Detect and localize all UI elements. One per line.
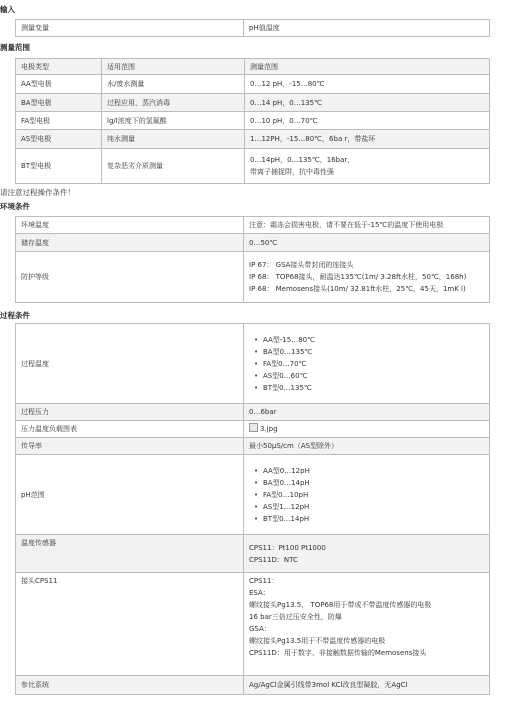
table-row (16, 217, 490, 234)
table-cell: 0…14 pH，0…135℃ (245, 94, 490, 112)
table-header-row (16, 59, 490, 75)
table-row (16, 234, 490, 252)
image-link[interactable]: 3.jpg (260, 425, 278, 433)
table-row (16, 455, 490, 535)
list-item: • BA型0…14pH (263, 477, 484, 489)
list-item: • AA型0…12pH (263, 465, 484, 477)
cell-line: IP 68： TOP68接头，耐温达135℃(1m/ 3.28ft水柱，50℃，168h) (249, 273, 467, 281)
table-row (16, 112, 490, 130)
table-row (16, 149, 490, 184)
cell-line: CPS11D：用于数字、非接触数据传输的Memosens接头 (249, 649, 427, 657)
table-row (16, 676, 490, 695)
column-header: 测量范围 (245, 59, 490, 75)
table-cell (244, 573, 490, 676)
table-cell: AS型电极 (16, 130, 102, 149)
table-row (16, 324, 490, 404)
table-cell: 过程温度 (16, 324, 244, 404)
table-row (16, 535, 490, 573)
table-row (16, 404, 490, 421)
table-row (16, 573, 490, 676)
table-cell: 0…50℃ (244, 234, 490, 252)
table-cell: 储存温度 (16, 234, 244, 252)
cell-line: 0…14pH，0…135℃，16bar， (250, 156, 355, 164)
list-item: • BT型0…135℃ (263, 382, 484, 394)
list-item: • AA型-15…80℃ (263, 334, 484, 346)
cell-line: 带离子捕捉阱，抗中毒性强 (250, 168, 334, 176)
table-cell: 过程压力 (16, 404, 244, 421)
column-header: 适用范围 (102, 59, 245, 75)
cell-line: CPS11： (249, 577, 279, 585)
cell-line: 16 bar三倍过压安全性，防爆 (249, 613, 342, 621)
table-cell: BA型电极 (16, 94, 102, 112)
table-cell: 接头CPS11 (16, 573, 244, 676)
table-cell: 参比系统 (16, 676, 244, 695)
process-heading: 过程条件 (0, 311, 30, 320)
cell-line: 螺纹接头Pg13.5用于不带温度传感器的电极 (249, 637, 386, 645)
list-item: • AS型0…60℃ (263, 370, 484, 382)
process-note: 请注意过程操作条件！ (0, 188, 75, 197)
table-cell (244, 324, 490, 404)
table-row (16, 130, 490, 149)
table-cell (245, 149, 490, 184)
table-row (16, 94, 490, 112)
cell-line: GSA： (249, 625, 271, 633)
input-table (15, 19, 490, 37)
range-heading: 测量范围 (0, 43, 30, 52)
table-cell: pH范围 (16, 455, 244, 535)
list-item: • AS型1…12pH (263, 501, 484, 513)
cell-line: 螺纹接头Pg13.5， TOP68用于带或不带温度传感器的电极 (249, 601, 432, 609)
cell-line: CPS11D：NTC (249, 555, 298, 564)
table-cell: AA型电极 (16, 75, 102, 94)
table-cell: 测量变量 (16, 20, 244, 37)
table-row (16, 421, 490, 438)
environment-heading: 环境条件 (0, 202, 30, 211)
input-heading: 输入 (0, 5, 15, 14)
table-cell: 传导率 (16, 438, 244, 455)
table-cell: lg/l浓度下的氢氟酸 (102, 112, 245, 130)
environment-table (15, 216, 490, 303)
ph-range-list (249, 465, 484, 525)
list-item: • FA型0…70℃ (263, 358, 484, 370)
process-table (15, 323, 490, 695)
table-cell: BT型电极 (16, 149, 102, 184)
table-cell (244, 252, 490, 303)
table-cell: 0…12 pH，-15…80℃ (245, 75, 490, 94)
cell-line: IP 67： GSA接头带封闭的连接头 (249, 261, 354, 269)
table-cell (244, 455, 490, 535)
table-row (16, 75, 490, 94)
table-cell: 环境温度 (16, 217, 244, 234)
table-cell: 注意：霜冻会损害电极，请不要在低于-15℃的温度下使用电极 (244, 217, 490, 234)
list-item: • FA型0…10pH (263, 489, 484, 501)
table-row (16, 20, 490, 37)
table-row (16, 438, 490, 455)
broken-image-icon (249, 423, 258, 432)
cell-line: IP 68： Memosens接头(10m/ 32.81ft水柱，25℃，45天，1mK l) (249, 285, 466, 293)
table-cell: 水/废水测量 (102, 75, 245, 94)
list-item: • BT型0…14pH (263, 513, 484, 525)
table-cell (244, 421, 490, 438)
table-cell: FA型电极 (16, 112, 102, 130)
table-cell: 防护等级 (16, 252, 244, 303)
cell-line: ESA： (249, 589, 270, 597)
table-cell: pH值温度 (244, 20, 490, 37)
table-cell: 0…6bar (244, 404, 490, 421)
cell-line: CPS11：Pt100 Pt1000 (249, 543, 326, 552)
table-cell: 温度传感器 (16, 535, 244, 573)
process-temp-list (249, 334, 484, 394)
table-cell: 压力温度负载图表 (16, 421, 244, 438)
table-cell: 1…12PH，-15…80℃，6ba r，带盐环 (245, 130, 490, 149)
table-cell: Ag/AgCl金属引线带3mol KCl改良型凝胶，无AgCl (244, 676, 490, 695)
table-cell: 复杂恶劣介质测量 (102, 149, 245, 184)
range-table (15, 58, 490, 184)
table-cell: 0…10 pH，0…70℃ (245, 112, 490, 130)
table-row (16, 252, 490, 303)
list-item: • BA型0…135℃ (263, 346, 484, 358)
column-header: 电极类型 (16, 59, 102, 75)
table-cell: 最小50μS/cm（AS型除外） (244, 438, 490, 455)
table-cell: 纯水测量 (102, 130, 245, 149)
table-cell (244, 535, 490, 573)
table-cell: 过程应用，蒸汽消毒 (102, 94, 245, 112)
